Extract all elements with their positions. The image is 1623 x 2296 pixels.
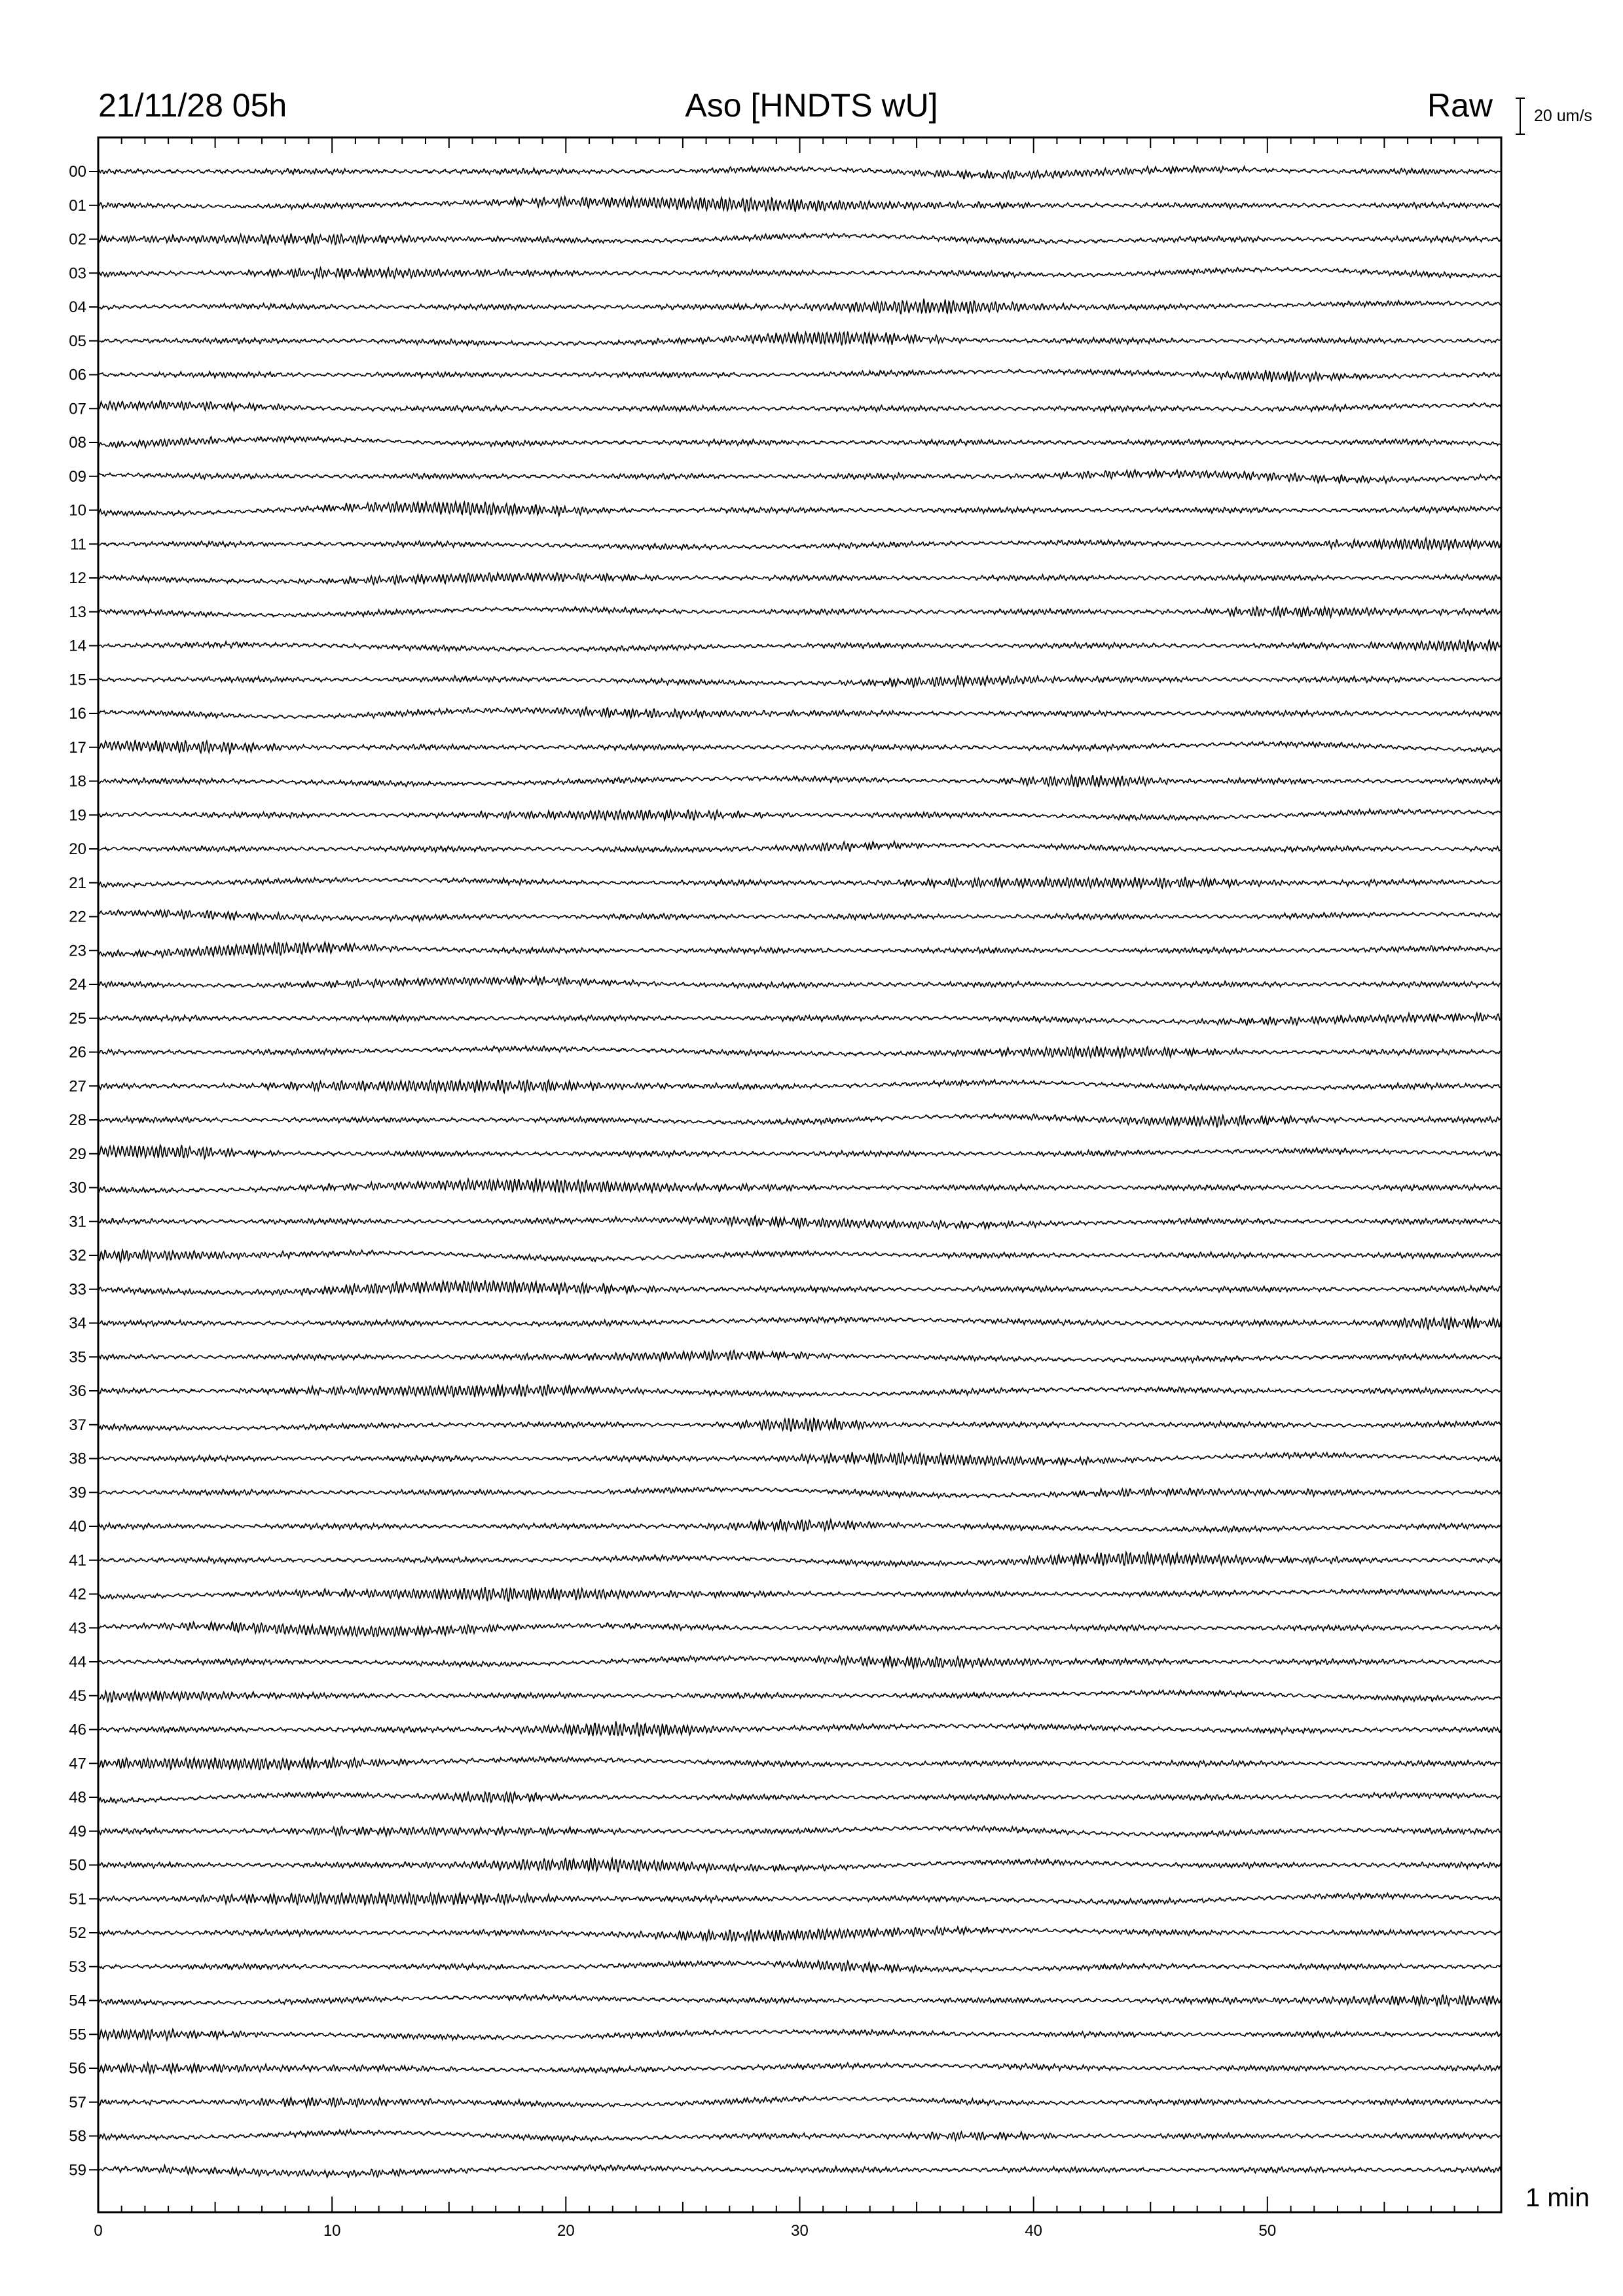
row-label: 46 <box>69 1721 86 1739</box>
row-label: 49 <box>69 1822 86 1840</box>
trace-line <box>98 1080 1501 1093</box>
plot-frame <box>98 137 1501 2212</box>
axis-ticks <box>98 137 1501 2212</box>
trace-line <box>98 538 1501 550</box>
trace-line <box>98 197 1501 212</box>
trace-line <box>98 2029 1501 2040</box>
row-label: 51 <box>69 1890 86 1909</box>
row-label: 23 <box>69 942 86 960</box>
trace-line <box>98 606 1501 617</box>
trace-line <box>98 299 1501 315</box>
time-unit-label: 1 min <box>1525 2183 1590 2212</box>
row-label: 38 <box>69 1450 86 1468</box>
row-label: 06 <box>69 366 86 384</box>
amplitude-scale-bar <box>1516 98 1525 134</box>
row-label: 55 <box>69 2026 86 2044</box>
trace-line <box>98 437 1501 448</box>
row-label: 01 <box>69 196 86 215</box>
row-label: 54 <box>69 1992 86 2010</box>
row-label: 07 <box>69 400 86 418</box>
station-title: Aso [HNDTS wU] <box>685 87 938 124</box>
hour-minute-labels <box>69 163 98 2179</box>
trace-line <box>98 1013 1501 1025</box>
trace-line <box>98 166 1501 179</box>
row-label: 43 <box>69 1619 86 1638</box>
trace-line <box>98 268 1501 279</box>
x-tick-label: 20 <box>556 2222 575 2240</box>
x-tick-label: 0 <box>94 2222 103 2240</box>
minute-ticks <box>98 137 1501 2212</box>
row-label: 14 <box>69 637 86 655</box>
trace-line <box>98 1487 1501 1498</box>
row-label: 09 <box>69 467 86 486</box>
trace-line <box>98 1145 1501 1158</box>
trace-line <box>98 1656 1501 1668</box>
x-tick-labels <box>94 2222 1276 2240</box>
seismogram-traces <box>98 166 1501 2178</box>
row-label: 05 <box>69 332 86 350</box>
trace-line <box>98 1452 1501 1466</box>
row-label: 34 <box>69 1314 86 1333</box>
trace-line <box>98 370 1501 382</box>
trace-line <box>98 1690 1501 1702</box>
row-label: 24 <box>69 976 86 994</box>
trace-line <box>98 675 1501 688</box>
row-label: 48 <box>69 1789 86 1806</box>
row-label: 56 <box>69 2060 86 2077</box>
trace-line <box>98 1519 1501 1532</box>
row-label: 50 <box>69 1856 86 1874</box>
row-label: 41 <box>69 1551 86 1570</box>
row-label: 35 <box>69 1348 86 1367</box>
row-label: 02 <box>69 230 86 249</box>
scale-bracket <box>1516 98 1525 134</box>
trace-line <box>98 707 1501 719</box>
trace-line <box>98 942 1501 958</box>
row-label: 12 <box>69 569 86 587</box>
trace-line <box>98 2063 1501 2073</box>
row-label: 13 <box>69 603 86 621</box>
trace-line <box>98 1317 1501 1330</box>
trace-line <box>98 233 1501 244</box>
row-label: 57 <box>69 2093 86 2111</box>
trace-line <box>98 1552 1501 1567</box>
date-hour-label: 21/11/28 05h <box>98 87 287 124</box>
row-label: 26 <box>69 1043 86 1062</box>
trace-line <box>98 573 1501 584</box>
row-label: 17 <box>69 738 86 757</box>
trace-line <box>98 1858 1501 1873</box>
row-label: 08 <box>69 434 86 452</box>
x-tick-label: 30 <box>791 2222 809 2240</box>
trace-line <box>98 1216 1501 1229</box>
trace-line <box>98 740 1501 753</box>
trace-line <box>98 1179 1501 1193</box>
trace-line <box>98 809 1501 820</box>
row-label: 20 <box>69 840 86 858</box>
trace-line <box>98 1418 1501 1432</box>
trace-line <box>98 1622 1501 1637</box>
mode-label: Raw <box>1427 87 1493 124</box>
row-label: 47 <box>69 1755 86 1773</box>
trace-line <box>98 1893 1501 1905</box>
row-label: 44 <box>69 1653 86 1671</box>
row-label: 25 <box>69 1009 86 1028</box>
amplitude-scale-label: 20 um/s <box>1534 107 1592 125</box>
trace-line <box>98 501 1501 516</box>
x-tick-label: 50 <box>1258 2222 1277 2240</box>
trace-line <box>98 1384 1501 1397</box>
trace-line <box>98 470 1501 484</box>
trace-line <box>98 332 1501 346</box>
row-label: 52 <box>69 1924 86 1942</box>
row-label: 04 <box>69 298 86 316</box>
trace-line <box>98 1826 1501 1837</box>
row-label: 45 <box>69 1687 86 1705</box>
trace-line <box>98 877 1501 888</box>
trace-line <box>98 1757 1501 1770</box>
row-label: 10 <box>69 501 86 520</box>
trace-line <box>98 640 1501 652</box>
trace-line <box>98 401 1501 412</box>
row-label: 36 <box>69 1382 86 1400</box>
row-label: 28 <box>69 1111 86 1129</box>
trace-line <box>98 842 1501 853</box>
row-label: 27 <box>69 1077 86 1096</box>
row-label: 42 <box>69 1585 86 1604</box>
trace-line <box>98 1995 1501 2006</box>
row-label: 21 <box>69 874 86 892</box>
row-label: 37 <box>69 1416 86 1434</box>
row-label: 15 <box>69 671 86 689</box>
trace-line <box>98 1792 1501 1803</box>
trace-line <box>98 2096 1501 2107</box>
row-label: 59 <box>69 2161 86 2179</box>
trace-line <box>98 2130 1501 2142</box>
trace-line <box>98 1046 1501 1057</box>
trace-line <box>98 1926 1501 1941</box>
trace-line <box>98 775 1501 787</box>
x-tick-label: 10 <box>323 2222 341 2240</box>
row-label: 16 <box>69 705 86 723</box>
row-label: 39 <box>69 1484 86 1502</box>
row-label: 00 <box>69 163 86 181</box>
trace-line <box>98 1350 1501 1362</box>
trace-line <box>98 1587 1501 1601</box>
trace-line <box>98 910 1501 921</box>
row-label: 31 <box>69 1213 86 1231</box>
trace-line <box>98 2165 1501 2178</box>
row-label: 53 <box>69 1958 86 1976</box>
trace-line <box>98 1114 1501 1128</box>
trace-line <box>98 1250 1501 1262</box>
row-label: 11 <box>70 535 86 554</box>
trace-line <box>98 976 1501 989</box>
x-tick-label: 40 <box>1025 2222 1043 2240</box>
row-label: 29 <box>69 1145 86 1163</box>
row-label: 19 <box>69 806 86 825</box>
row-label: 03 <box>69 264 86 283</box>
trace-line <box>98 1960 1501 1973</box>
row-label: 22 <box>69 908 86 926</box>
trace-line <box>98 1721 1501 1736</box>
row-label: 18 <box>69 772 86 791</box>
row-label: 33 <box>69 1280 86 1299</box>
row-label: 40 <box>69 1518 86 1535</box>
row-label: 58 <box>69 2127 86 2145</box>
trace-line <box>98 1280 1501 1295</box>
row-label: 30 <box>69 1179 86 1197</box>
row-label: 32 <box>69 1247 86 1265</box>
